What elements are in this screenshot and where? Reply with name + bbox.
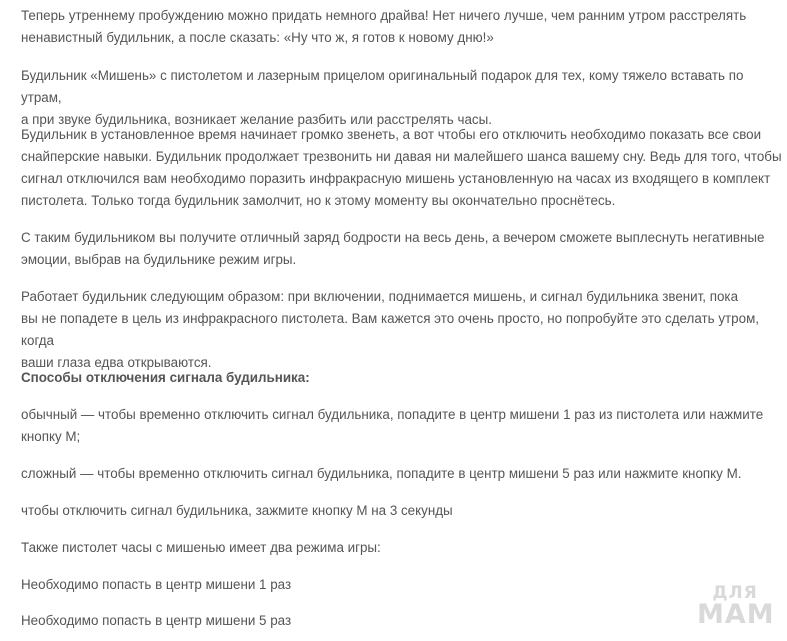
- paragraph-how-it-rings: Будильник в установленное время начинает громко звенеть, а вот чтобы его отключить необходимо показать все свои снайперские навыки. Будильник продолжает трезвонить ни давая ни малейшего шанса вашему сну. Ведь для того, чтобы сигнал отключился вам необходимо поразить инфракрасную мишень установленную на часах из входящего в комплект пистолета. Только тогда будильник замолчит, но к этому моменту вы окончательно проснётесь.: [21, 127, 782, 208]
- watermark-bottom-text: МАМ: [697, 599, 775, 630]
- paragraph-turn-off: чтобы отключить сигнал будильника, зажмите кнопку М на 3 секунды: [21, 503, 453, 518]
- watermark-top-text: ДЛЯ: [712, 583, 758, 603]
- paragraph-hard-mode: сложный — чтобы временно отключить сигнал будильника, попадите в центр мишени 5 раз или нажмите кнопку М.: [21, 466, 742, 481]
- paragraph-operation: Работает будильник следующим образом: при включении, поднимается мишень, и сигнал будильника звенит, пока вы не попадете в цель из инфракрасного пистолета. Вам кажется это очень просто, но попробуйте это сделать утром, когда ваши глаза едва открываются.: [21, 289, 760, 370]
- paragraph-game-mode-5: Необходимо попасть в центр мишени 5 раз: [21, 613, 292, 628]
- paragraph-game-mode-1: Необходимо попасть в центр мишени 1 раз: [21, 577, 292, 592]
- section-heading: Способы отключения сигнала будильника:: [21, 370, 310, 385]
- paragraph-energy: С таким будильником вы получите отличный заряд бодрости на весь день, а вечером сможете выплеснуть негативные эмоции, выбрав на будильнике режим игры.: [21, 230, 765, 267]
- paragraph-normal-mode: обычный — чтобы временно отключить сигнал будильника, попадите в центр мишени 1 раз из пистолета или нажмите кнопку М;: [21, 407, 764, 444]
- paragraph-gift: Будильник «Мишень» с пистолетом и лазерным прицелом оригинальный подарок для тех, кому тяжело вставать по утрам, а при звуке будильника, возникает желание разбить или расстрелять часы.: [21, 68, 744, 127]
- paragraph-intro: Теперь утреннему пробуждению можно придать немного драйва! Нет ничего лучше, чем ранним утром расстрелять ненавистный будильник, а после сказать: «Ну что ж, я готов к новому дню!»: [21, 8, 747, 45]
- site-watermark-logo: [697, 585, 773, 633]
- paragraph-game-modes: Также пистолет часы с мишенью имеет два режима игры:: [21, 540, 381, 555]
